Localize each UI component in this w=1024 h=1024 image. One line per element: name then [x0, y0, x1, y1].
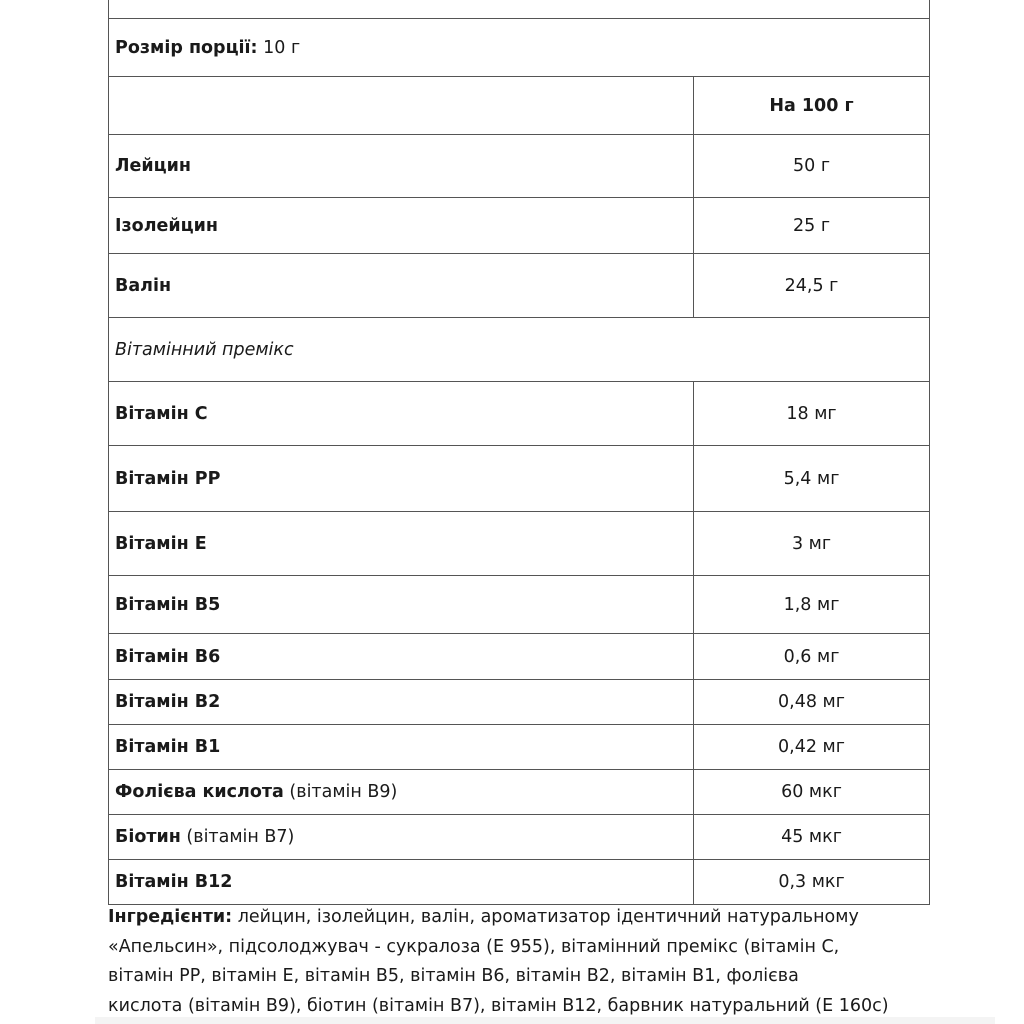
serving-size-row	[109, 19, 930, 77]
ingredients-label: Інгредієнти:	[108, 907, 233, 927]
nutrient-name: Ізолейцин	[109, 198, 694, 254]
table-row	[109, 512, 930, 576]
table-row	[109, 135, 930, 198]
vitamin-name: Вітамін PP	[109, 446, 694, 512]
serving-size-label: Розмір порції:	[115, 37, 258, 58]
serving-size-value: 10 г	[257, 37, 301, 58]
table-row	[109, 680, 930, 725]
vitamin-value: 1,8 мг	[694, 576, 930, 634]
column-header-per-100g: На 100 г	[694, 77, 930, 135]
vitamin-name-suffix: (вітамін В9)	[283, 782, 398, 802]
nutrient-value: 25 г	[694, 198, 930, 254]
vitamin-name-cell	[109, 815, 694, 860]
ingredients-text	[108, 903, 1008, 1021]
vitamin-value: 60 мкг	[694, 770, 930, 815]
table-row	[109, 634, 930, 680]
ingredients-line: кислота (вітамін В9), біотин (вітамін В7), вітамін В12, барвник натуральний (Е 160с)	[108, 995, 889, 1016]
vitamin-name: Вітамін В5	[109, 576, 694, 634]
section-label-vitamin-premix: Вітамінний премікс	[109, 318, 930, 382]
vitamin-name: Вітамін В2	[109, 680, 694, 725]
ingredients-line: лейцин, ізолейцин, валін, ароматизатор ідентичний натуральному	[232, 907, 859, 927]
nutrient-name: Лейцин	[109, 135, 694, 198]
table-row	[109, 446, 930, 512]
nutrient-value: 24,5 г	[694, 254, 930, 318]
vitamin-value: 3 мг	[694, 512, 930, 576]
ingredients-line: вітамін РР, вітамін Е, вітамін В5, вітамін В6, вітамін В2, вітамін В1, фолієва	[108, 966, 799, 986]
vitamin-name: Вітамін В1	[109, 725, 694, 770]
table-row	[109, 770, 930, 815]
section-row	[109, 318, 930, 382]
nutrient-name: Валін	[109, 254, 694, 318]
vitamin-value: 0,42 мг	[694, 725, 930, 770]
nutrition-table	[108, 0, 930, 905]
table-row	[109, 725, 930, 770]
table-row	[109, 815, 930, 860]
ingredients-line: «Апельсин», підсолоджувач - сукралоза (Е 955), вітамінний премікс (вітамін С,	[108, 936, 840, 957]
table-row	[109, 576, 930, 634]
vitamin-value: 18 мг	[694, 382, 930, 446]
vitamin-name: Вітамін Е	[109, 512, 694, 576]
vitamin-value: 5,4 мг	[694, 446, 930, 512]
vitamin-value: 45 мкг	[694, 815, 930, 860]
table-top-row	[109, 0, 930, 19]
table-row	[109, 198, 930, 254]
vitamin-name-cell	[109, 770, 694, 815]
vitamin-name: Біотин	[115, 827, 181, 847]
table-row	[109, 382, 930, 446]
column-header-empty	[109, 77, 694, 135]
vitamin-name: Фолієва кислота	[115, 782, 284, 802]
column-header-row	[109, 77, 930, 135]
vitamin-name: Вітамін В12	[109, 860, 694, 905]
bottom-edge-shade	[95, 1017, 995, 1024]
vitamin-value: 0,48 мг	[694, 680, 930, 725]
nutrient-value: 50 г	[694, 135, 930, 198]
table-row	[109, 254, 930, 318]
vitamin-name-suffix: (вітамін В7)	[180, 827, 295, 847]
table-row	[109, 860, 930, 905]
vitamin-value: 0,3 мкг	[694, 860, 930, 905]
vitamin-value: 0,6 мг	[694, 634, 930, 680]
vitamin-name: Вітамін В6	[109, 634, 694, 680]
vitamin-name: Вітамін С	[109, 382, 694, 446]
